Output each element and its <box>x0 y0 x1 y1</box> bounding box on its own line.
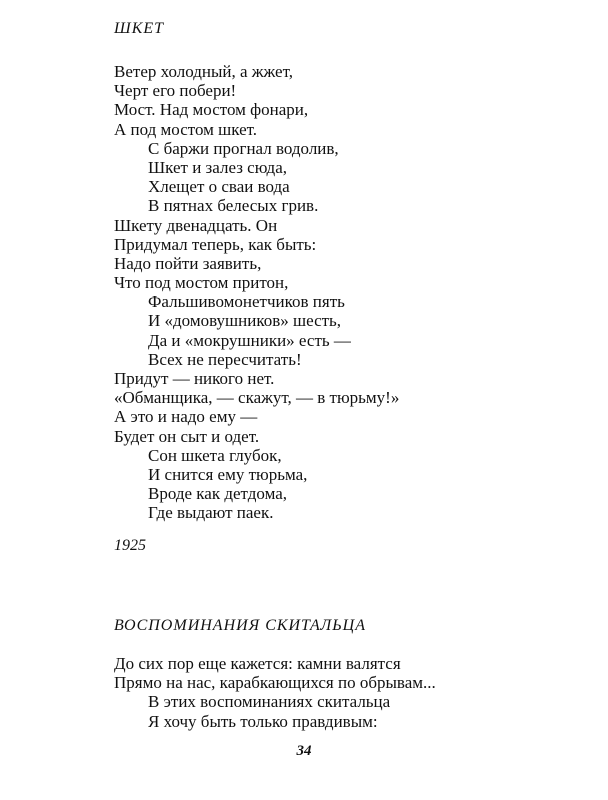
poem-title: ВОСПОМИНАНИЯ СКИТАЛЬЦА <box>114 617 366 634</box>
poem-line: В этих воспоминаниях скитальца <box>148 692 391 712</box>
poem-line: И снится ему тюрьма, <box>148 464 308 484</box>
poem-line: Мост. Над мостом фонари, <box>114 100 309 120</box>
poem-line: В пятнах белесых грив. <box>148 196 319 216</box>
poem-line: Вроде как детдома, <box>148 484 288 504</box>
poem-line: Я хочу быть только правдивым: <box>148 711 378 731</box>
poem-line: И «домовушников» шесть, <box>148 311 342 331</box>
poem-line: А под мостом шкет. <box>114 119 258 139</box>
poem-line: До сих пор еще кажется: камни валятся <box>114 654 401 673</box>
poem-line: А это и надо ему — <box>114 407 258 427</box>
poem-date: 1925 <box>114 537 146 554</box>
poem-line: Прямо на нас, карабкающихся по обрывам... <box>114 673 436 693</box>
poem-line: Придут — никого нет. <box>114 369 275 388</box>
poem-body <box>114 62 399 523</box>
poem-line: Что под мостом притон, <box>114 273 289 293</box>
poem-line: Всех не пересчитать! <box>148 349 302 369</box>
poem-line: Придумал теперь, как быть: <box>114 234 317 254</box>
poem-line: Будет он сыт и одет. <box>114 426 260 446</box>
poem-line: Шкету двенадцать. Он <box>114 215 278 235</box>
poem-line: Ветер холодный, а жжет, <box>114 62 294 81</box>
poem-line: Черт его побери! <box>114 81 237 101</box>
poem-line: Да и «мокрушники» есть — <box>148 330 351 350</box>
poem-line: Фальшивомонетчиков пять <box>148 292 345 312</box>
poem-line: Где выдают паек. <box>148 503 274 523</box>
poem-line: Сон шкета глубок, <box>148 445 282 465</box>
poem-line: С баржи прогнал водолив, <box>148 138 339 158</box>
page-number: 34 <box>296 743 312 759</box>
poem-body <box>114 654 436 731</box>
poem-line: Шкет и залез сюда, <box>148 157 287 177</box>
poem-line: Хлещет о сваи вода <box>148 177 290 197</box>
poem-line: Надо пойти заявить, <box>114 253 262 273</box>
poem-title: ШКЕТ <box>114 20 164 37</box>
poem-line: «Обманщика, — скажут, — в тюрьму!» <box>114 388 400 408</box>
